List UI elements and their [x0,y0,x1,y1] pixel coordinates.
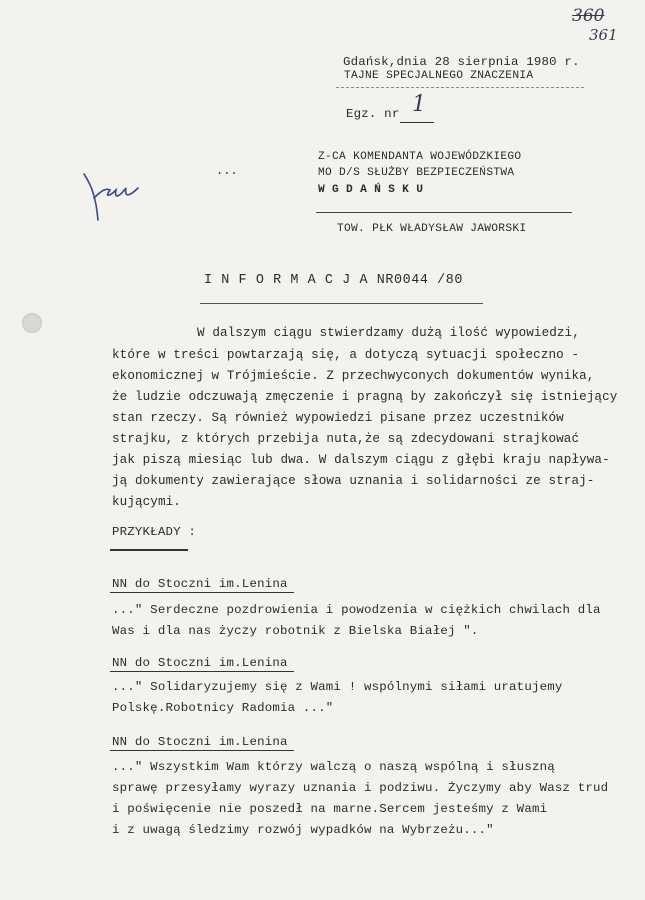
body-line: strajku, z których przebija nuta,że są zdecydowani strajkować [112,432,580,446]
example-quote-line: Polskę.Robotnicy Radomia ..." [112,701,334,715]
body-line: ją dokumenty zawierające słowa uznania i solidarności ze straj- [112,474,595,488]
archive-number: 361 [589,26,618,44]
example-heading: NN do Stoczni im.Lenina [112,577,288,591]
recipient: TOW. PŁK WŁADYSŁAW JAWORSKI [337,223,527,235]
example-quote-line: Was i dla nas życzy robotnik z Bielska Białej ". [112,624,479,638]
example-heading-underline [110,671,294,672]
examples-heading: PRZYKŁADY : [112,525,196,539]
example-heading-underline [110,750,294,751]
examples-heading-underline [110,549,188,551]
example-heading: NN do Stoczni im.Lenina [112,735,288,749]
title-underline [200,303,483,304]
example-quote-line: ..." Wszystkim Wam którzy walczą o naszą wspólną i słuszną [112,760,555,774]
body-line: kującymi. [112,495,181,509]
addressee-line-2: MO D/S SŁUŻBY BEZPIECZEŃSTWA [318,167,515,179]
copy-number: 1 [412,92,426,117]
body-line: które w treści powtarzają się, a dotyczą sytuacji społeczno - [112,348,580,362]
example-heading-underline [110,592,294,593]
example-quote-line: sprawę przesyłamy wyrazy uznania i podziwu. Życzymy aby Wasz trud [112,781,609,795]
example-quote-line: i z uwagą śledzimy rozwój wypadków na Wybrzeżu..." [112,823,494,837]
example-heading: NN do Stoczni im.Lenina [112,656,288,670]
archive-number-crossed: 360 [572,6,605,26]
body-line: stan rzeczy. Są również wypowiedzi pisane przez uczestników [112,411,564,425]
place-date: Gdańsk,dnia 28 sierpnia 1980 r. [343,55,580,69]
header-divider [336,87,584,88]
addressee-underline [316,212,572,213]
copy-number-line [400,122,434,123]
handwritten-signature-icon [80,168,144,226]
punch-hole [22,313,42,333]
addressee-line-1: Z-CA KOMENDANTA WOJEWÓDZKIEGO [318,151,522,163]
document-title: I N F O R M A C J A NR0044 /80 [204,273,464,288]
addressee-line-3: W G D A Ń S K U [318,184,424,196]
example-quote-line: ..." Solidaryzujemy się z Wami ! wspólnymi siłami uratujemy [112,680,563,694]
body-line: że ludzie odczuwają zmęczenie i pragną by zakończył się istniejący [112,390,618,404]
margin-mark: ... [216,164,238,178]
copy-label: Egz. nr [346,107,400,121]
example-quote-line: ..." Serdeczne pozdrowienia i powodzenia w ciężkich chwilach dla [112,603,601,617]
body-line: jak piszą miesiąc lub dwa. W dalszym ciągu z głębi kraju napływa- [112,453,610,467]
classification: TAJNE SPECJALNEGO ZNACZENIA [344,70,534,82]
body-line: W dalszym ciągu stwierdzamy dużą ilość wypowiedzi, [197,326,580,340]
example-quote-line: i poświęcenie nie poszedł na marne.Sercem jesteśmy z Wami [112,802,548,816]
body-line: ekonomicznej w Trójmieście. Z przechwyconych dokumentów wynika, [112,369,595,383]
